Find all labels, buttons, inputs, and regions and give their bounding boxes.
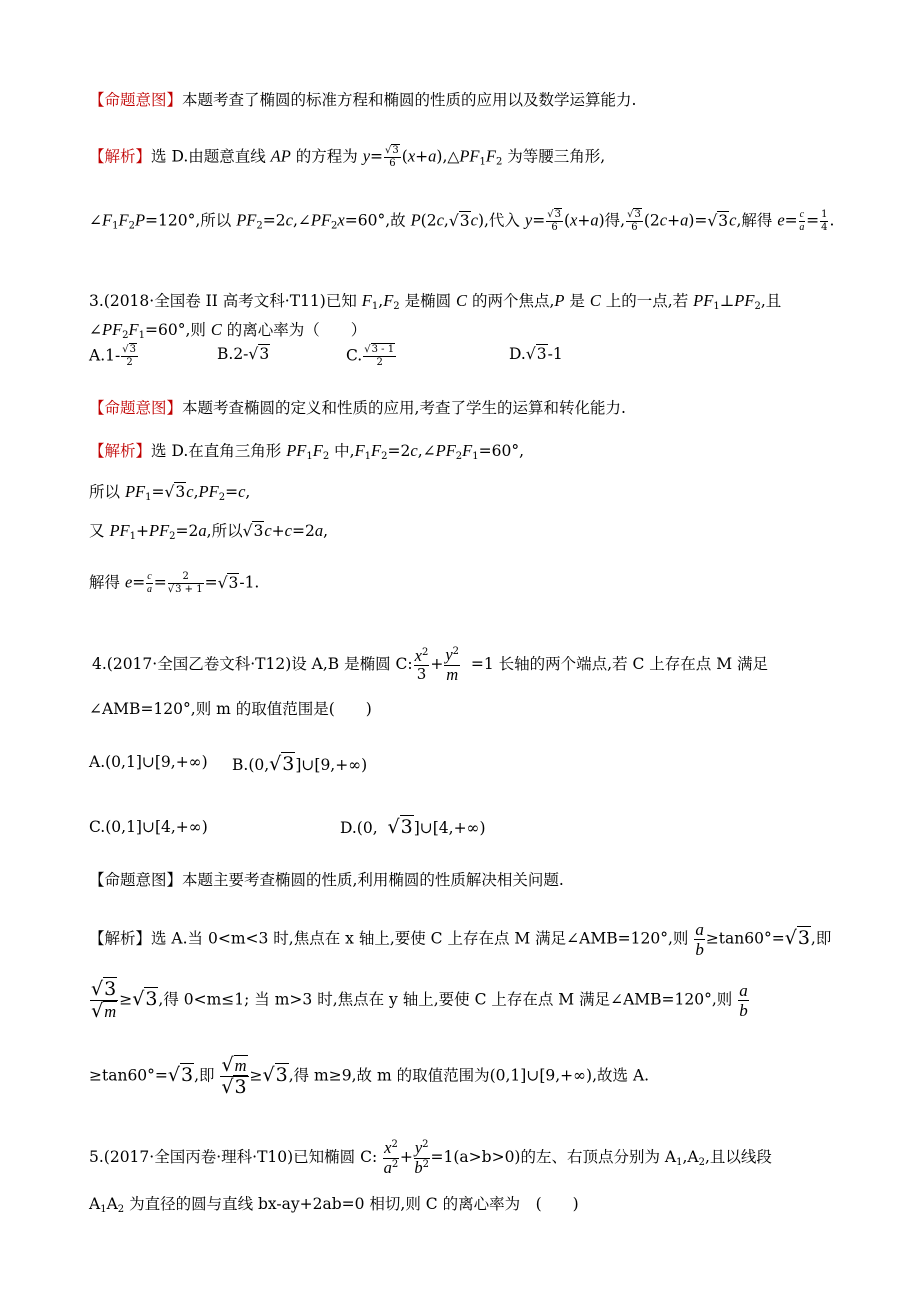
- analysis-line-2: $\angle F_1F_2P=120^\circ$,所以 $PF_2=2c,\angle PF_2x=60^\circ$,故 P(2c,√3c),代入 y= $\frac{√3}{6}$ (x+a)得, $\frac{√3}{6}$ (2c+a)=√3c,解得 e= $\frac{c}{a}$ = $\frac{1}{4}$ .: [89, 209, 835, 233]
- analysis-tag: 【解析】: [89, 147, 152, 166]
- q4-option-d[interactable]: D.(0, √3]∪[4,+∞): [340, 816, 486, 838]
- q4-analysis-line-3: ≥tan60°=√3,即 $\frac{√m}{√3}$ ≥√3,得 m≥9,故 m 的取值范围为(0,1]∪[9,+∞),故选 A.: [89, 1054, 650, 1098]
- q3-step-3: 解得 e= $\frac{c}{a}$ = $\frac{2}{√3 + 1}$ =√3-1.: [89, 571, 260, 595]
- q4-analysis-line-1: 【解析】选 A.当 0<m<3 时,焦点在 x 轴上,要使 C 上存在点 M 满足∠AMB=120°,则 $\frac{a}{b}$ ≥tan60°=√3,即: [89, 920, 832, 959]
- q4-option-c[interactable]: C.(0,1]∪[4,+∞): [89, 818, 208, 836]
- q3-option-b[interactable]: B.2-√3: [217, 345, 270, 363]
- q5-stem-line-2: $A_1A_2$ 为直径的圆与直线 bx-ay+2ab=0 相切,则 C 的离心率为 ( ): [89, 1195, 579, 1215]
- q4-intent: 【命题意图】本题主要考查椭圆的性质,利用椭圆的性质解决相关问题.: [89, 871, 564, 889]
- intent-line-1: [89, 90, 636, 110]
- q4-stem-line-2: ∠AMB=120°,则 m 的取值范围是( ): [89, 700, 372, 718]
- q3-option-c[interactable]: C. $\frac{√3 - 1}{2}$: [346, 344, 395, 368]
- q3-option-a[interactable]: A.1- $\frac{√3}{2}$: [89, 344, 136, 368]
- q4-option-a[interactable]: A.(0,1]∪[9,+∞): [89, 753, 208, 771]
- q3-analysis: 【解析】选 D.在直角三角形 $PF_1F_2$ 中$,F_1F_2=2c,\angle PF_2F_1=60^\circ$,: [89, 441, 525, 462]
- q3-intent: 【命题意图】本题考查椭圆的定义和性质的应用,考查了学生的运算和转化能力.: [89, 399, 626, 417]
- q3-stem-line-1: 3.(2018·全国卷 II 高考文科·T11)已知 $F_1,F_2$ 是椭圆 C 的两个焦点,P 是 C 上的一点,若 $PF_1\perp PF_2$,且: [89, 291, 782, 312]
- q3-stem-line-2: $\angle PF_2F_1=60^\circ$,则 C 的离心率为（ ）: [89, 320, 367, 341]
- q4-option-b[interactable]: B.(0,√3]∪[9,+∞): [232, 753, 368, 775]
- q3-option-d[interactable]: D.√3-1: [509, 345, 563, 363]
- analysis-line-1: 【解析】选 D.由题意直线 AP 的方程为 y= $\frac{√3}{6}$ $(x+a),\triangle PF_1F_2$ 为等腰三角形,: [89, 145, 606, 169]
- q3-step-1: 所以 $PF_1=√3c,PF_2=c$,: [89, 482, 251, 503]
- intent-tag: 【命题意图】: [89, 91, 183, 109]
- q3-step-2: 又 $PF_1+PF_2=2a$,所以√3c+c=2a,: [89, 521, 329, 542]
- q4-analysis-line-2: $\frac{√3}{√m}$ ≥√3,得 0<m≤1; 当 m>3 时,焦点在 y 轴上,要使 C 上存在点 M 满足∠AMB=120°,则 $\frac{a}{b}$: [91, 978, 748, 1022]
- q4-stem-line-1: 4.(2017·全国乙卷文科·T12)设 A,B 是椭圆 C: $\frac{x^2}{3}$ + $\frac{y^2}{m}$ =1 长轴的两个端点,若 C 上存在点 M 满足: [92, 645, 769, 684]
- intent-text-1: 本题考查了椭圆的标准方程和椭圆的性质的应用以及数学运算能力.: [182, 91, 637, 109]
- q5-stem-line-1: 5.(2017·全国丙卷·理科·T10)已知椭圆 C: $\frac{x^2}{a^2}$ + $\frac{y^2}{b^2}$ =1(a>b>0)的左、右顶点分别为 $A_1,A_2$,且以线段: [89, 1138, 772, 1177]
- fraction: $\frac{√3}{6}$: [385, 145, 399, 169]
